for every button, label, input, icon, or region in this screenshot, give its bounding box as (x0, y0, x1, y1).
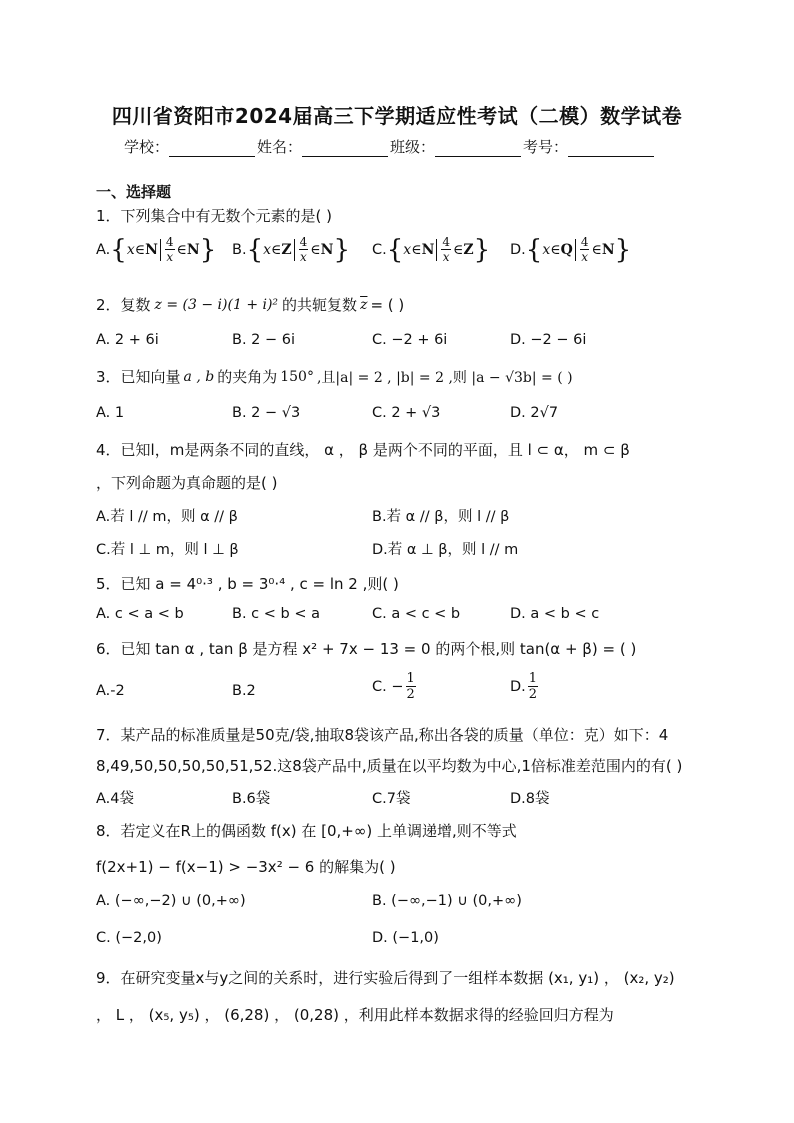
set-element: x (126, 241, 135, 258)
q5-option-d: D. a < b < c (510, 606, 600, 622)
set-divider (294, 239, 295, 261)
fraction: $\frac{1}{2}$ (406, 671, 415, 702)
q6-option-c (372, 672, 418, 701)
q7-option-b: B.6袋 (232, 791, 271, 807)
q6-option-d (510, 672, 540, 701)
left-brace: { (386, 234, 404, 265)
left-brace: { (110, 234, 127, 265)
right-brace: } (614, 234, 632, 265)
set-divider (575, 239, 576, 261)
q7-option-a: A.4袋 (96, 791, 134, 807)
student-info-row (124, 136, 656, 157)
q8-option-d: D. (−1,0) (372, 930, 439, 946)
q2-option-a: A. 2 + 6i (96, 332, 159, 348)
q3-option-a: A. 1 (96, 405, 125, 421)
name-blank[interactable] (302, 140, 388, 157)
q8-option-c: C. (−2,0) (96, 930, 162, 946)
fraction: $\frac{4}{x}$ (165, 235, 174, 264)
set-divider (160, 239, 161, 261)
q2-option-c: C. −2 + 6i (372, 332, 448, 348)
q2-stem-post: 的共轭复数 (282, 296, 358, 314)
id-blank[interactable] (568, 140, 654, 157)
q9-stem-continued: ， L ， (x₅, y₅) ， (6,28) ， (0,28) ，利用此样本数据求得的经验回归方程为 (96, 1006, 614, 1024)
right-brace: } (473, 234, 491, 265)
q3-vectors: a , b (183, 368, 215, 385)
q1-option-d: D. { x ∈Q $\frac{4}{x}$ ∈N } (510, 234, 632, 265)
q5-option-b: B. c < b < a (232, 606, 320, 622)
option-letter: C. (372, 241, 387, 258)
q7-option-d: D.8袋 (510, 791, 550, 807)
class-blank[interactable] (435, 140, 521, 157)
option-text: C. − (372, 678, 404, 695)
q6-option-b: B.2 (232, 683, 256, 699)
q2-expression: z = (3 − i)(1 + i)² (154, 296, 279, 313)
fraction: $\frac{1}{2}$ (528, 671, 538, 702)
z-conjugate: $\overline{z}$ (360, 296, 368, 313)
q1-option-c: C. { x ∈N $\frac{4}{x}$ ∈Z } (372, 234, 491, 265)
q3-stem-mid: 的夹角为 (217, 368, 278, 386)
name-label: 姓名： (257, 138, 303, 156)
left-brace: { (525, 234, 543, 265)
q3-option-c: C. 2 + √3 (372, 405, 441, 421)
school-blank[interactable] (169, 140, 255, 157)
q9-stem: 9．在研究变量x与y之间的关系时，进行实验后得到了一组样本数据 (x₁, y₁) ， (x₂, y₂) (96, 969, 675, 987)
q4-option-d: D.若 α ⊥ β，则 l // m (372, 542, 519, 558)
q4-stem-continued: ，下列命题为真命题的是( ) (96, 474, 278, 492)
q5-option-a: A. c < a < b (96, 606, 184, 622)
option-text: D. (510, 678, 526, 695)
q7-stem: 7．某产品的标准质量是50克/袋,抽取8袋该产品,称出各袋的质量（单位：克）如下：4 (96, 726, 669, 744)
left-brace: { (246, 234, 264, 265)
q5-stem: 5．已知 a = 4⁰·³ , b = 3⁰·⁴ , c = ln 2 ,则( ) (96, 575, 399, 593)
right-brace: } (199, 234, 217, 265)
id-label: 考号： (523, 138, 569, 156)
q3-option-d: D. 2√7 (510, 405, 559, 421)
q2-stem-pre: 2．复数 (96, 296, 151, 314)
option-letter: D. (510, 241, 526, 258)
q1-stem: 1．下列集合中有无数个元素的是( ) (96, 207, 333, 225)
q4-stem: 4．已知l，m是两条不同的直线， α ， β 是两个不同的平面，且 l ⊂ α， m ⊂ β (96, 441, 630, 459)
option-letter: A. (96, 241, 111, 258)
q3-option-b: B. 2 − √3 (232, 405, 301, 421)
class-label: 班级： (390, 138, 436, 156)
q5-option-c: C. a < c < b (372, 606, 461, 622)
q8-option-a: A. (−∞,−2) ∪ (0,+∞) (96, 893, 246, 909)
q1-option-a: A. { x ∈N $\frac{4}{x}$ ∈N } (96, 234, 217, 265)
q2-stem (96, 294, 404, 315)
q8-stem-continued: f(2x+1) − f(x−1) > −3x² − 6 的解集为( ) (96, 858, 396, 876)
q3-stem-pre: 3．已知向量 (96, 368, 181, 386)
option-letter: B. (232, 241, 247, 258)
q4-option-b: B.若 α // β，则 l // β (372, 509, 510, 525)
q4-option-c: C.若 l ⊥ m，则 l ⊥ β (96, 542, 239, 558)
q7-option-c: C.7袋 (372, 791, 411, 807)
q3-stem (96, 366, 573, 387)
q4-option-a: A.若 l // m，则 α // β (96, 509, 238, 525)
q2-option-d: D. −2 − 6i (510, 332, 587, 348)
fraction: $\frac{4}{x}$ (580, 235, 589, 264)
q2-option-b: B. 2 − 6i (232, 332, 296, 348)
q6-stem: 6．已知 tan α , tan β 是方程 x² + 7x − 13 = 0 的两个根,则 tan(α + β) = ( ) (96, 640, 637, 658)
q2-stem-end: = ( ) (370, 295, 405, 314)
set-divider (436, 239, 437, 261)
fraction: $\frac{4}{x}$ (299, 235, 308, 264)
right-brace: } (333, 234, 350, 265)
q8-option-b: B. (−∞,−1) ∪ (0,+∞) (372, 893, 522, 909)
exam-title: 四川省资阳市2024届高三下学期适应性考试（二模）数学试卷 (111, 104, 683, 128)
q3-angle: 150° (280, 368, 314, 385)
fraction: $\frac{4}{x}$ (442, 235, 450, 264)
q6-option-a: A.-2 (96, 683, 125, 699)
q8-stem: 8．若定义在R上的偶函数 f(x) 在 [0,+∞) 上单调递增,则不等式 (96, 822, 517, 840)
school-label: 学校： (124, 138, 170, 156)
q3-condition: ,且|a| = 2 , |b| = 2 ,则 |a − √3b| = ( ) (316, 369, 573, 386)
q7-stem-continued: 8,49,50,50,50,50,51,52.这8袋产品中,质量在以平均数为中心,1倍标准差范围内的有( ) (96, 757, 683, 775)
q1-option-b: B. { x ∈Z $\frac{4}{x}$ ∈N } (232, 234, 350, 265)
section-heading: 一、选择题 (96, 183, 172, 201)
